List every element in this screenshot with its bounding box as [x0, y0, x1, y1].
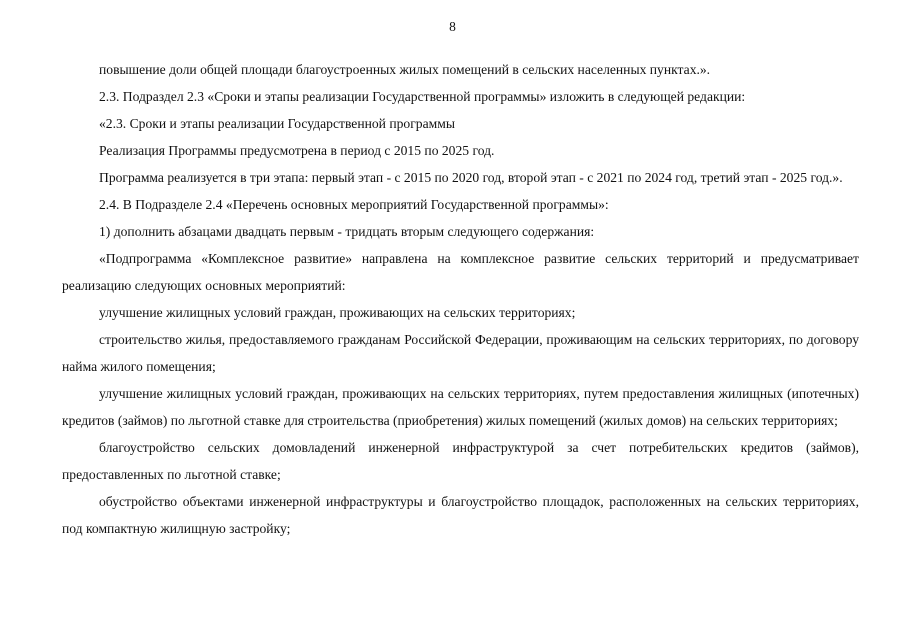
- paragraph-housing-share: повышение доли общей площади благоустроенных жилых помещений в сельских населенных пунктах.».: [99, 62, 711, 77]
- paragraph-add-items: 1) дополнить абзацами двадцать первым - тридцать вторым следующего содержания:: [99, 224, 595, 239]
- paragraph-subsection-2-3: 2.3. Подраздел 2.3 «Сроки и этапы реализации Государственной программы» изложить в следующей редакции:: [99, 89, 746, 104]
- paragraph-measure-rental: строительство жилья, предоставляемого гражданам Российской Федерации, проживающим на сельских территориях, по договору найма жилого помещения;: [62, 332, 859, 374]
- paragraph-measure-housing: улучшение жилищных условий граждан, проживающих на сельских территориях;: [99, 305, 576, 320]
- paragraph-implementation-period: Реализация Программы предусмотрена в период с 2015 по 2025 год.: [99, 143, 495, 158]
- page-number: 8: [449, 19, 456, 34]
- paragraph-subsection-2-3-title: «2.3. Сроки и этапы реализации Государственной программы: [99, 116, 455, 131]
- paragraph-measure-infrastructure-loans: благоустройство сельских домовладений инженерной инфраструктурой за счет потребительских кредитов (займов), предоставленных по льготной ставке;: [62, 440, 859, 482]
- paragraph-subprogram-intro: «Подпрограмма «Комплексное развитие» направлена на комплексное развитие сельских территорий и предусматривает реализацию следующих основных мероприятий:: [62, 251, 859, 293]
- paragraph-subsection-2-4: 2.4. В Подразделе 2.4 «Перечень основных мероприятий Государственной программы»:: [99, 197, 609, 212]
- paragraph-measure-site-development: обустройство объектами инженерной инфраструктуры и благоустройство площадок, расположенных на сельских территориях, под компактную жилищную застройку;: [62, 494, 859, 536]
- document-body: [62, 56, 859, 542]
- paragraph-stages: Программа реализуется в три этапа: первый этап - с 2015 по 2020 год, второй этап - с 2021 по 2024 год, третий этап - 2025 год.».: [99, 170, 843, 185]
- paragraph-measure-mortgage: улучшение жилищных условий граждан, проживающих на сельских территориях, путем предоставления жилищных (ипотечных) кредитов (займов) по льготной ставке для строительства (приобретения) жилых помещений (жилых домов) на сельских территориях;: [62, 386, 859, 428]
